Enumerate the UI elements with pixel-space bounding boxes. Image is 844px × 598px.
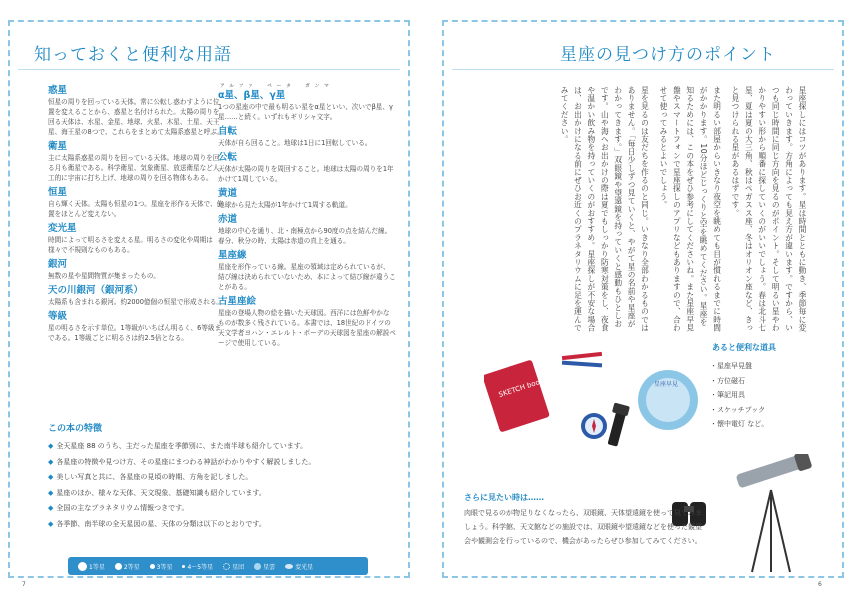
glossary-term: 天の川銀河（銀河系） <box>48 285 144 296</box>
flashlight-icon <box>608 402 630 446</box>
glossary-desc: 主に太陽系惑星の周りを回っている天体。地球の周りを回る月も衛星である。科学衛星、気象衛星、放送衛星など人工的に宇宙に打ち上げ、地球の周りを回る物体もある。 <box>48 154 220 182</box>
right-page-number: 6 <box>818 581 822 588</box>
tools-illustration <box>484 340 698 470</box>
glossary-desc: 地球の中心を通り、北・南極点から90度の点を結んだ線。春分、秋分の時、太陽は赤道の真上を通る。 <box>218 227 392 245</box>
see-more-section <box>464 492 702 548</box>
see-more-title: さらに見たい時は…… <box>464 493 544 502</box>
legend-label: 星団 <box>232 563 245 571</box>
legend-label: 4〜5等星 <box>187 563 214 571</box>
features-title: この本の特徴 <box>48 424 103 434</box>
glossary-desc: 星座を形作っている線。星座の領域は定められているが、結び線は決められていないため、本によって結び線が違うことがある。 <box>218 263 396 291</box>
glossary-column-1 <box>48 84 226 343</box>
left-page <box>8 20 410 578</box>
glossary-desc: 天体が自ら回ること。地球は1日に1回転している。 <box>218 139 372 147</box>
see-more-text: 肉眼で見るのが物足りなくなったら、双眼鏡、天体望遠鏡を使って見てみましょう。科学館、天文館などの施設では、双眼鏡や望遠鏡などを使った観望会や観測会を行っているので、機会があったらぜひ参加してみてください。 <box>464 509 702 545</box>
legend-item <box>285 562 313 571</box>
tool-item: ・スケッチブック <box>710 405 766 414</box>
glossary-desc: 1つの星座の中で最も明るい星をα星といい、次いでβ星、γ星……と続く。いずれもギリシャ文字。 <box>218 103 393 121</box>
glossary-term: 公転 <box>218 152 238 163</box>
right-page-title: 星座の見つけ方のポイント <box>560 45 776 65</box>
glossary-term: 古星座絵 <box>218 296 257 307</box>
glossary-desc: 自ら輝く天体。太陽も恒星の1つ。星座を形作る天体で、位置をほとんど変えない。 <box>48 200 224 218</box>
third-magnitude-icon <box>150 564 155 569</box>
first-magnitude-icon <box>78 562 87 571</box>
legend-item <box>78 562 105 571</box>
right-page <box>442 20 844 578</box>
legend-label: 星雲 <box>263 563 276 571</box>
star-legend <box>68 557 368 575</box>
legend-item <box>223 562 244 571</box>
tool-item: ・筆記用具 <box>710 391 745 399</box>
glossary-term: 恒星 <box>48 187 68 198</box>
diamond-icon: ◆ <box>48 504 54 512</box>
glossary-term: 等級 <box>48 311 68 322</box>
tool-item: ・星座早見盤 <box>710 362 752 370</box>
legend-item <box>150 562 173 571</box>
planisphere-icon <box>638 370 698 430</box>
glossary-desc: 恒星の周りを回っている天体。常に公転し惑わすように位置を変えることから、惑星と名付けられた。太陽の周りを回る天体は、水星、金星、地球、火星、木星、土星、天王星、海王星の8つで、これらをまとめて太陽系惑星と呼ぶ。 <box>48 98 224 136</box>
feature-text: 全国の主なプラネタリウム情報つきです。 <box>56 504 189 512</box>
diamond-icon: ◆ <box>48 442 54 450</box>
feature-text: 美しい写真と共に、各星座の見頃の時期、方角を記しました。 <box>56 473 253 481</box>
glossary-desc: 星の明るさを示す単位。1等級がいちばん明るく、6等級まである。1等級ごとに明るさは約2.5倍となる。 <box>48 324 222 342</box>
variable-star-icon <box>285 564 293 569</box>
legend-item <box>115 562 140 571</box>
pencils-icon <box>562 352 602 367</box>
legend-label: 1等星 <box>89 563 105 571</box>
glossary-term: 変光星 <box>48 223 77 234</box>
feature-item <box>48 486 400 502</box>
glossary-desc: 無数の星や星間物質が集まったもの。 <box>48 272 160 280</box>
legend-item <box>254 562 275 571</box>
legend-label: 2等星 <box>123 563 140 571</box>
feature-item <box>48 439 400 455</box>
diamond-icon: ◆ <box>48 519 54 528</box>
sketchbook-icon <box>484 359 550 432</box>
glossary-term: 惑星 <box>48 85 68 96</box>
planisphere-label: 星座早見 <box>654 381 679 388</box>
diamond-icon: ◆ <box>48 488 54 497</box>
glossary-term: 赤道 <box>218 214 238 225</box>
body-paragraph: また明るい部屋からいきなり夜空を眺めても目が慣れるまでに時間がかかります。10分ほどじっくりと空を眺めてください。星座を知るためには、この本をぜひ参考にしてくださいね。また星座早見盤やスマートフォンで星座探しのアプリなどもありますので、合わせて使ってみるとよいでしょう。 <box>658 86 722 332</box>
tool-item: ・方位磁石 <box>710 376 745 385</box>
diamond-icon: ◆ <box>48 473 54 481</box>
glossary-term: 星座線 <box>218 250 247 261</box>
left-page-number: 7 <box>22 581 26 588</box>
fourth-fifth-magnitude-icon <box>182 565 185 568</box>
second-magnitude-icon <box>115 563 122 570</box>
body-paragraph: 星を見るのは友だちを作るのと同じ。いきなり全部わかるものではありません。「毎日少しずつ見ていくと、やがて星の名前や星座がわかってきます。」双眼鏡や望遠鏡を持っていくと感動もひとしおです。山や海へお出かけの際は夏でもしっかり防寒対策をし、夜食や温かい飲み物を持っていくのがおすすめ。星座探しが不安な場合は、お出かけになる前にぜひお近くのプラネタリウムに足を運んでみてください。 <box>560 86 650 332</box>
glossary-term <box>218 84 396 102</box>
nebula-icon <box>254 563 261 570</box>
legend-label: 変光星 <box>295 563 314 571</box>
glossary-term-text: α星、β星、γ星 <box>218 90 286 101</box>
telescope-icon <box>736 454 813 572</box>
feature-text: 各季節、南半球の全天星図の星、天体の分類は以下のとおりです。 <box>56 519 266 528</box>
feature-item <box>48 470 400 486</box>
glossary-ruby: アルファ ベータ ガンマ <box>220 84 334 89</box>
tools-section <box>706 342 834 432</box>
glossary-desc: 太陽系も含まれる銀河。約2000億個の恒星で形成される。 <box>48 298 224 306</box>
body-paragraph: 星座探しにはコツがあります。星は時間とともに動き、季節毎に変わっていきます。方角によっても見え方が違います。ですから、いつも同じ時間に同じ方向を見るのがポイント。そして明るい星やわかりやすい形から順番に探していくのがいいでしょう。春は北斗七星、夏は夏の大三角、秋はペガスス座、冬はオリオン座など、きっと見つけられる星があるはずです。 <box>730 86 807 332</box>
feature-item <box>48 455 400 471</box>
vertical-body-text <box>484 86 809 332</box>
features-section <box>48 422 400 532</box>
diamond-icon: ◆ <box>48 457 54 466</box>
left-title-bar <box>18 30 400 70</box>
star-cluster-icon <box>223 563 230 570</box>
feature-text: 全天星座 88 のうち、主だった星座を季節別に、また南半球も紹介しています。 <box>56 442 308 450</box>
left-page-title: 知っておくと便利な用語 <box>34 45 232 65</box>
feature-text: 星座のほか、様々な天体、天文現象、基礎知識も紹介しています。 <box>56 488 266 497</box>
feature-item <box>48 501 400 517</box>
glossary-term: 自転 <box>218 126 238 137</box>
glossary-desc: 時間によって明るさを変える星。明るさの変化や周期は様々で不規則なものもある。 <box>48 236 213 254</box>
feature-item <box>48 517 400 533</box>
glossary-term: 黄道 <box>218 188 238 199</box>
legend-label: 3等星 <box>156 563 173 571</box>
feature-text: 各星座の特徴や見つけ方、その星座にまつわる神話がわかりやすく解説しました。 <box>56 457 316 466</box>
right-title-bar <box>452 30 834 70</box>
glossary-desc: 地球から見た太陽が1年かけて1周する軌道。 <box>218 201 352 209</box>
glossary-desc: 星座の登場人物の絵を描いた天球図。西洋には色鮮やかなものが数多く残されている。本書では、18世紀のドイツの天文学者ヨハン・エレルト・ボーデの天球図を星座の解説ページで使用している。 <box>218 309 396 347</box>
compass-icon <box>581 413 607 439</box>
legend-item <box>182 562 213 571</box>
glossary-term: 衛星 <box>48 141 68 152</box>
tool-item: ・懐中電灯 など。 <box>710 420 769 428</box>
glossary-term: 銀河 <box>48 259 68 270</box>
tools-title: あると便利な道具 <box>712 343 776 352</box>
sketchbook-label: SKETCH book <box>497 376 545 400</box>
glossary-desc: 天体が太陽の周りを周回すること。地球は太陽の周りを1年かけて1周している。 <box>218 165 394 183</box>
glossary-column-2 <box>218 84 396 348</box>
